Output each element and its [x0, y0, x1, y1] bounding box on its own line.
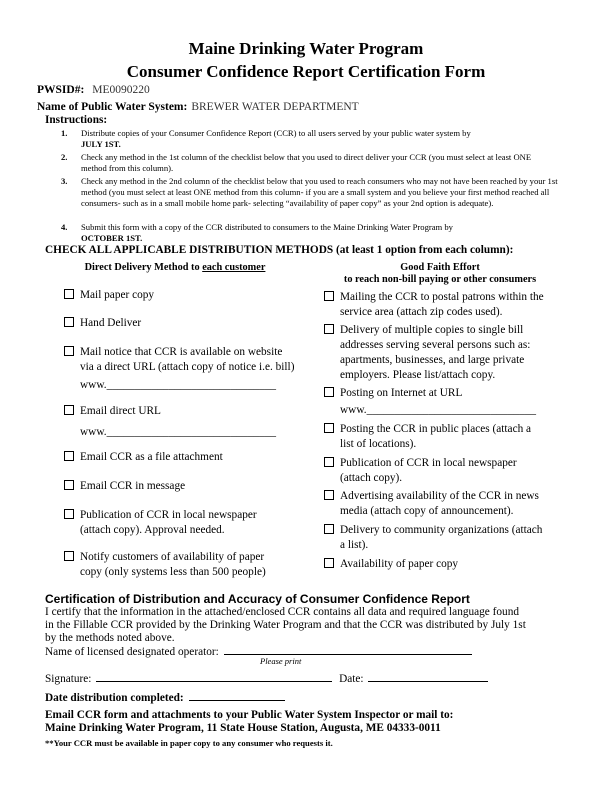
method-multiple-copies[interactable]: Delivery of multiple copies to single bill addresses serving several persons such as: apartments, businesses, and large private employers. Please list/attach copy. — [324, 323, 564, 385]
instructions-heading: Instructions: — [45, 114, 108, 126]
method-notify-paper-copy[interactable]: Notify customers of availability of paper copy (only systems less than 500 people) — [64, 550, 314, 582]
certification-heading: Certification of Distribution and Accuracy of Consumer Confidence Report — [45, 592, 470, 606]
signature-field[interactable] — [96, 671, 332, 682]
checkbox[interactable] — [324, 558, 334, 568]
url-field[interactable]: www.______________________________ — [340, 404, 537, 416]
system-name-field[interactable]: BREWER WATER DEPARTMENT — [191, 101, 359, 113]
distribution-date-field[interactable] — [189, 690, 285, 701]
method-mail-paper-copy[interactable]: Mail paper copy — [64, 288, 314, 304]
method-hand-deliver[interactable]: Hand Deliver — [64, 316, 314, 332]
distribution-date-label: Date distribution completed: — [45, 692, 184, 704]
method-paper-copy-availability[interactable]: Availability of paper copy — [324, 557, 564, 573]
checkbox[interactable] — [324, 387, 334, 397]
form-title-line2: Consumer Confidence Report Certification Form — [126, 62, 486, 81]
checkbox[interactable] — [64, 509, 74, 519]
method-email-direct-url[interactable]: Email direct URL www.______________________________ — [64, 404, 314, 440]
checkbox[interactable] — [64, 451, 74, 461]
footnote: **Your CCR must be available in paper copy to any consumer who requests it. — [45, 738, 333, 748]
method-email-in-message[interactable]: Email CCR in message — [64, 479, 314, 495]
operator-label: Name of licensed designated operator: — [45, 646, 219, 658]
checkbox[interactable] — [64, 480, 74, 490]
system-name-row — [37, 97, 359, 115]
operator-row — [45, 644, 575, 659]
operator-name-field[interactable] — [224, 644, 472, 655]
form-title-line1: Maine Drinking Water Program — [188, 39, 424, 58]
method-newspaper-publication[interactable]: Publication of CCR in local newspaper (attach copy). Approval needed. — [64, 508, 314, 540]
checkbox[interactable] — [324, 423, 334, 433]
method-mail-notice-url[interactable]: Mail notice that CCR is available on website via a direct URL (attach copy of notice i.e. bill) www.______________________________ — [64, 345, 314, 395]
checkbox[interactable] — [64, 289, 74, 299]
checkbox[interactable] — [324, 291, 334, 301]
method-news-media[interactable]: Advertising availability of the CCR in news media (attach copy of announcement). — [324, 489, 564, 521]
checkbox[interactable] — [324, 490, 334, 500]
col2-header: Good Faith Effort to reach non-bill paying or other consumers — [343, 262, 537, 285]
signature-row — [45, 671, 575, 686]
system-name-label: Name of Public Water System: — [37, 101, 188, 113]
checkbox[interactable] — [324, 457, 334, 467]
signature-label: Signature: — [45, 673, 92, 685]
mail-instructions: Email CCR form and attachments to your Public Water System Inspector or mail to: Maine Drinking Water Program, 11 State House Station, Augusta, ME 04333-0011 — [45, 709, 454, 734]
pwsid-row — [37, 80, 150, 98]
date-label: Date: — [339, 673, 364, 685]
instructions-list: 1. Distribute copies of your Consumer Confidence Report (CCR) to all users served by your public water system by JULY 1ST. 2. Check any method in the 1st column of the checklist below that you used to direct deliver your CCR (you must select at least ONE method from this column). 3. Check any method in the 2nd column of the checklist below that you used to reach consumers who may not have been reached by your 1st method (you must select at least ONE method from this column- if you are a small system and you believe your first method reached all consumers- such as in a small mobile home park- selecting “availability of paper copy” as your 2nd option is adequate). 4. Submit this form with a copy of the CCR distributed to consumers to the Maine Drinking Water Program by OCTOBER 1ST. — [61, 128, 558, 243]
method-internet-posting[interactable]: Posting on Internet at URL www.______________________________ — [324, 386, 564, 418]
checkbox[interactable] — [324, 324, 334, 334]
method-email-file-attachment[interactable]: Email CCR as a file attachment — [64, 450, 314, 466]
checkbox[interactable] — [64, 346, 74, 356]
url-field[interactable]: www.______________________________ — [80, 379, 277, 391]
method-public-places[interactable]: Posting the CCR in public places (attach a list of locations). — [324, 422, 564, 454]
checklist-heading: CHECK ALL APPLICABLE DISTRIBUTION METHODS (at least 1 option from each column): — [45, 244, 514, 256]
date-field[interactable] — [368, 671, 488, 682]
url-field[interactable]: www.______________________________ — [80, 426, 277, 438]
checkbox[interactable] — [64, 551, 74, 561]
pwsid-label: PWSID#: — [37, 84, 85, 96]
checkbox[interactable] — [64, 405, 74, 415]
method-newspaper-publication-2[interactable]: Publication of CCR in local newspaper (attach copy). — [324, 456, 564, 488]
col1-header: Direct Delivery Method to each customer — [84, 262, 266, 273]
checkbox[interactable] — [324, 524, 334, 534]
pwsid-field[interactable]: ME0090220 — [92, 84, 150, 96]
print-hint: Please print — [260, 656, 302, 666]
checkbox[interactable] — [64, 317, 74, 327]
method-mailing-postal-patrons[interactable]: Mailing the CCR to postal patrons within the service area (attach zip codes used). — [324, 290, 564, 322]
certification-statement: I certify that the information in the attached/enclosed CCR contains all data and required language found in the Fillable CCR provided by the Drinking Water Program and that the CCR was distributed by July 1st by the methods noted above. — [45, 606, 526, 644]
method-community-organizations[interactable]: Delivery to community organizations (attach a list). — [324, 523, 564, 555]
distribution-date-row — [45, 690, 445, 705]
